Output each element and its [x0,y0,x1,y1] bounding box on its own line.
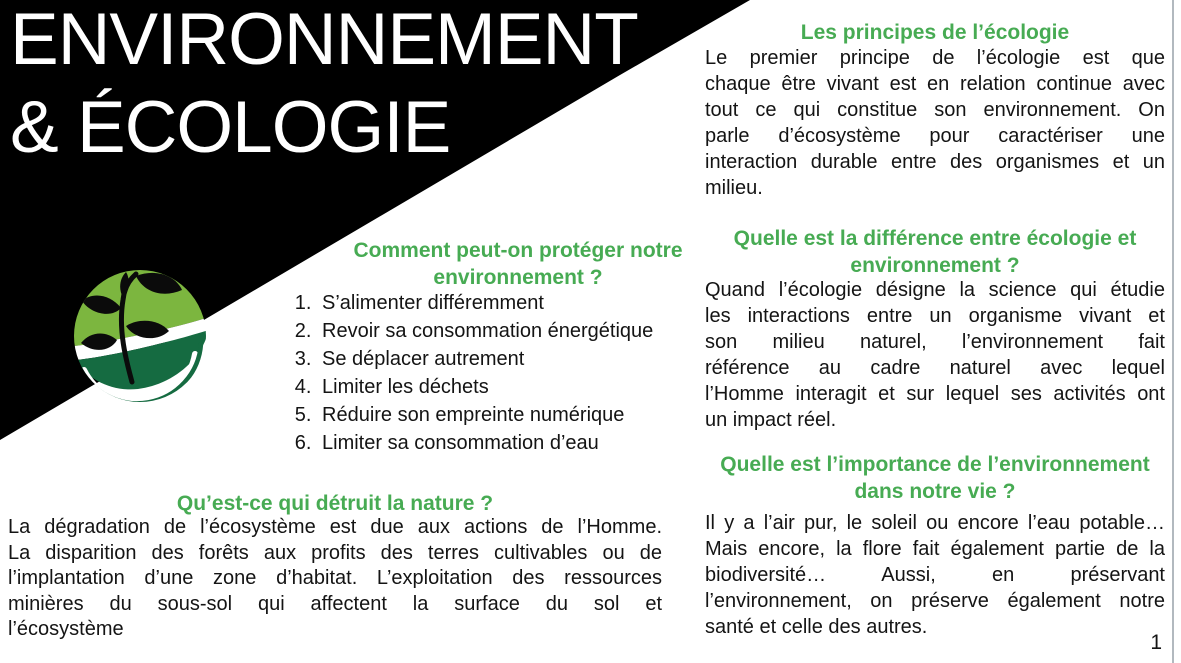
page-number: 1 [1150,631,1162,654]
text-line: Le premier principe de l’écologie est que [705,47,1165,69]
importance-section-heading: Quelle est l’importance de l’environnement dans notre vie ? [720,453,1150,503]
eco-plant-logo-icon [68,268,212,408]
text-line: parle d’écosystème pour caractériser une [705,125,1165,147]
text-line: milieu. [705,177,763,199]
text-line: l’écosystème [8,618,124,640]
page-title [10,0,638,172]
destroy-section-body [8,515,662,643]
difference-section-body [705,277,1165,433]
difference-section-heading: Quelle est la différence entre écologie et environnement ? [733,227,1137,277]
text-line: les interactions entre un organisme vivant et [705,305,1165,327]
text-line: son milieu naturel, l’environnement fait [705,331,1165,353]
list-item: 1. S’alimenter différemment [317,289,653,317]
page-edge-line [1172,0,1174,663]
list-item: 4. Limiter les déchets [317,373,653,401]
principles-section-heading: Les principes de l’écologie [800,21,1070,44]
text-line: l’implantation d’une zone d’habitat. L’exploitation des ressources [8,567,662,589]
text-line: l’environnement, on préserve également notre [705,590,1165,612]
importance-section-body [705,510,1165,640]
text-line: tout ce qui constitue son environnement. On [705,99,1165,121]
text-line: Il y a l’air pur, le soleil ou encore l’eau potable… [705,512,1165,534]
text-line: l’Homme interagit et sur lequel ses activités ont [705,383,1165,405]
text-line: minières du sous-sol qui affectent la surface du sol et [8,592,662,615]
text-line: interaction durable entre des organismes et un [705,151,1165,173]
protect-actions-list [281,289,653,457]
list-item: 3. Se déplacer autrement [317,345,653,373]
text-line: biodiversité… Aussi, en préservant [705,564,1165,586]
text-line: santé et celle des autres. [705,616,928,638]
text-line: Mais encore, la flore fait également partie de la [705,538,1165,560]
list-item: 5. Réduire son empreinte numérique [317,401,653,429]
list-item: 6. Limiter sa consommation d’eau [317,429,653,457]
title-line-2: & ÉCOLOGIE [10,87,451,168]
principles-section-body [705,45,1165,201]
text-line: La dégradation de l’écosystème est due aux actions de l’Homme. [8,516,662,538]
destroy-section-heading: Qu’est-ce qui détruit la nature ? [176,492,494,515]
text-line: La disparition des forêts aux profits des terres cultivables ou de [8,541,662,564]
title-line-1: ENVIRONNEMENT [10,0,638,80]
protect-section-heading: Comment peut-on protéger notre environnement ? [353,239,683,289]
list-item: 2. Revoir sa consommation énergétique [317,317,653,345]
text-line: chaque être vivant est en relation continue avec [705,73,1165,95]
text-line: un impact réel. [705,409,837,431]
text-line: référence au cadre naturel avec lequel [705,357,1165,379]
text-line: Quand l’écologie désigne la science qui étudie [705,279,1165,301]
